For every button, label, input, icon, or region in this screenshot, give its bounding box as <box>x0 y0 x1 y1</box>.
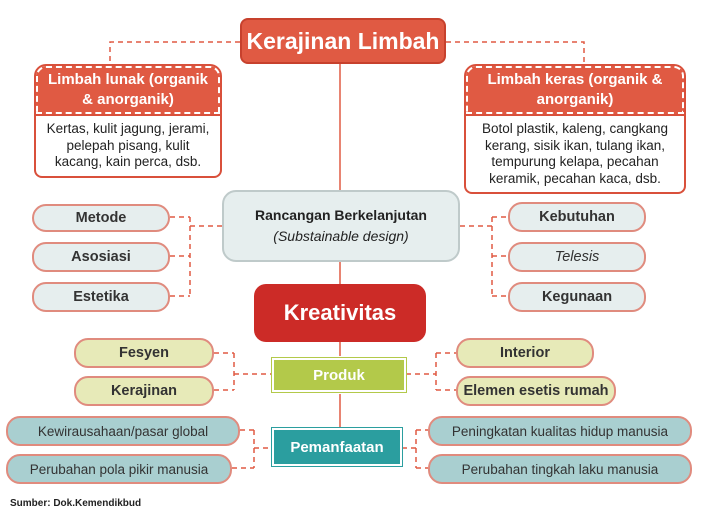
pill-kewirausahaan: Kewirausahaan/pasar global <box>6 416 240 446</box>
pill-fesyen: Fesyen <box>74 338 214 368</box>
limbah-lunak-header: Limbah lunak (organik & anorganik) <box>36 66 220 114</box>
kreativitas-box: Kreativitas <box>254 284 426 342</box>
source-credit: Sumber: Dok.Kemendikbud <box>10 498 142 509</box>
limbah-keras-header: Limbah keras (organik & anorganik) <box>466 66 684 114</box>
pill-estetika: Estetika <box>32 282 170 312</box>
pill-elemen-estetis: Elemen esetis rumah <box>456 376 616 406</box>
limbah-keras-body: Botol plastik, kaleng, cangkang kerang, sisik ikan, tulang ikan, tempurung kelapa, pecahan keramik, pecahan kaca, dsb. <box>464 116 686 194</box>
pill-kualitas-hidup: Peningkatan kualitas hidup manusia <box>428 416 692 446</box>
rancangan-box <box>222 190 460 262</box>
produk-box: Produk <box>272 358 406 392</box>
diagram-title: Kerajinan Limbah <box>240 18 446 64</box>
pill-interior: Interior <box>456 338 594 368</box>
pill-asosiasi: Asosiasi <box>32 242 170 272</box>
pill-pola-pikir: Perubahan pola pikir manusia <box>6 454 232 484</box>
pill-metode: Metode <box>32 204 170 232</box>
pill-telesis: Telesis <box>508 242 646 272</box>
pemanfaatan-box: Pemanfaatan <box>272 428 402 466</box>
title-to-lunak <box>110 42 240 64</box>
pill-kegunaan: Kegunaan <box>508 282 646 312</box>
pill-kerajinan: Kerajinan <box>74 376 214 406</box>
title-to-keras <box>446 42 584 64</box>
limbah-lunak-body: Kertas, kulit jagung, jerami, pelepah pisang, kulit kacang, kain perca, dsb. <box>34 116 222 178</box>
pill-kebutuhan: Kebutuhan <box>508 202 646 232</box>
pill-tingkah-laku: Perubahan tingkah laku manusia <box>428 454 692 484</box>
rancangan-subtitle: (Substainable design) <box>273 228 409 244</box>
rancangan-title: Rancangan Berkelanjutan <box>255 207 427 223</box>
